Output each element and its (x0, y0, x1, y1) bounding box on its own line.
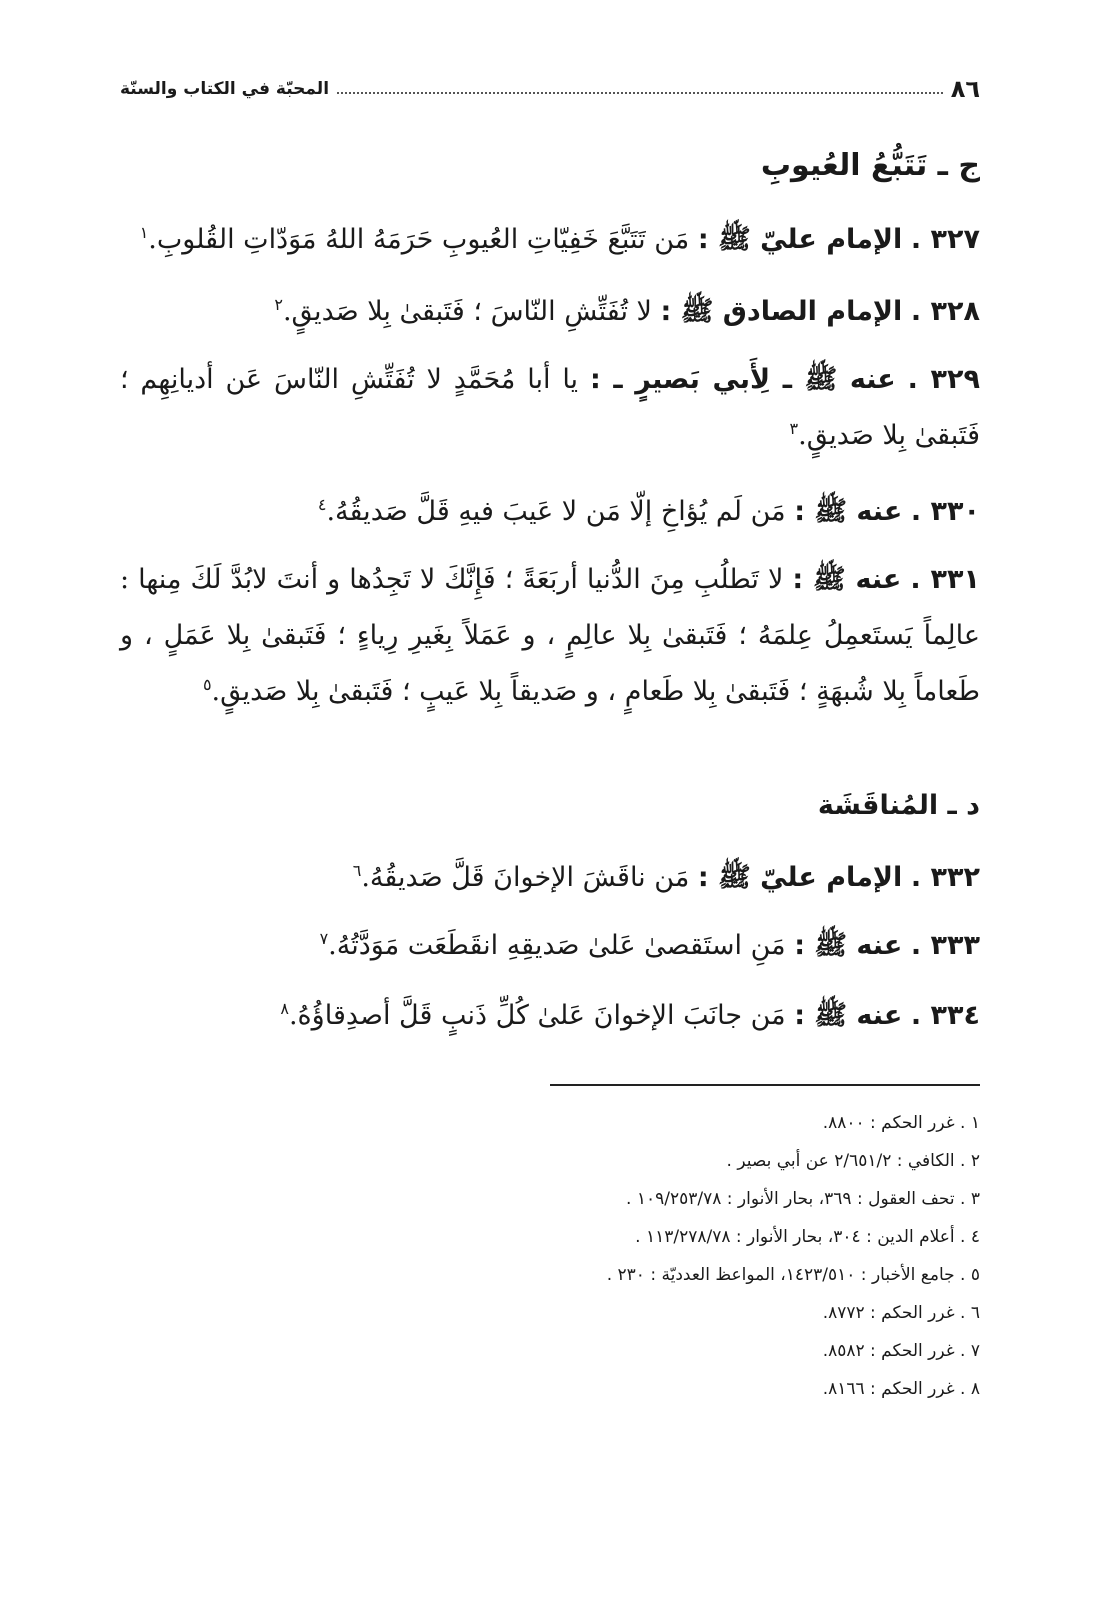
footnote-ref: ٤ (317, 495, 327, 514)
footnote: ٧ . غرر الحكم : ٨٥٨٢. (822, 1341, 980, 1361)
footnote-ref: ٢ (274, 295, 283, 314)
footnote: ١ . غرر الحكم : ٨٨٠٠. (822, 1113, 980, 1133)
page-number: ٨٦ (950, 75, 980, 103)
hadith-source: عنه ﷺ : (792, 564, 902, 595)
hadith-source: الإمام عليّ ﷺ : (697, 224, 903, 255)
hadith-text: لا تَطلُبِ مِنَ الدُّنيا أربَعَةً ؛ فَإِنَّكَ لا تَجِدُها و أنتَ لابُدَّ لَكَ مِنها : عالِماً يَستَعمِلُ عِلمَهُ ؛ فَتَبقىٰ بِلا عالِمٍ ، و عَمَلاً بِغَيرِ رِياءٍ ؛ فَتَبقىٰ بِلا عَمَلٍ ، و طَعاماً بِلا شُبهَةٍ ؛ فَتَبقىٰ بِلا طَعامٍ ، و صَديقاً بِلا عَيبٍ ؛ فَتَبقىٰ بِلا صَديقٍ. (120, 564, 980, 707)
book-title: المحبّة في الكتاب والسنّة (120, 79, 330, 99)
footnote-ref: ٣ (789, 419, 799, 438)
footnote-divider (550, 1084, 980, 1086)
hadith-entry (120, 988, 980, 1044)
hadith-entry (120, 484, 980, 540)
footnote: ٣ . تحف العقول : ٣٦٩، بحار الأنوار : ١٠٩/٢٥٣/٧٨ . (626, 1189, 980, 1209)
footnote-ref: ٨ (280, 999, 289, 1018)
hadith-source: عنه ﷺ ـ لِأَبي بَصيرٍ ـ : (589, 364, 896, 395)
hadith-source: الإمام عليّ ﷺ : (697, 862, 903, 893)
running-header (120, 72, 980, 106)
footnote: ٨ . غرر الحكم : ٨١٦٦. (822, 1379, 980, 1399)
footnote-ref: ٧ (319, 929, 329, 948)
footnote: ٦ . غرر الحكم : ٨٧٧٢. (822, 1303, 980, 1323)
hadith-text: مَن لَم يُؤاخِ إلّا مَن لا عَيبَ فيهِ قَلَّ صَديقُهُ. (326, 496, 786, 527)
footnotes-list (120, 1104, 980, 1408)
footnote: ٤ . أعلام الدين : ٣٠٤، بحار الأنوار : ١١٣/٢٧٨/٧٨ . (635, 1227, 980, 1247)
footnote: ٢ . الكافي : ٢/٦٥١/٢ عن أبي بصير . (726, 1151, 980, 1171)
hadith-number: ٣٣٠ . (910, 496, 980, 527)
hadith-text: لا تُفَتِّشِ النّاسَ ؛ فَتَبقىٰ بِلا صَديقٍ. (282, 296, 652, 327)
hadith-number: ٣٢٨ . (910, 296, 980, 327)
hadith-source: عنه ﷺ : (794, 1000, 903, 1031)
hadith-number: ٣٣١ . (910, 564, 980, 595)
hadith-entry (120, 552, 980, 720)
hadith-entry (120, 212, 980, 268)
hadith-source: عنه ﷺ : (794, 930, 903, 961)
hadith-number: ٣٣٤ . (910, 1000, 980, 1031)
hadith-entry (120, 284, 980, 340)
section-heading: د ـ المُناقَشَة (817, 790, 980, 821)
dotted-leader (337, 92, 943, 94)
hadith-text: يا أبا مُحَمَّدٍ لا تُفَتِّشِ النّاسَ عَن أديانِهِم ؛ فَتَبقىٰ بِلا صَديقٍ. (120, 364, 980, 451)
footnote-ref: ١ (139, 223, 149, 242)
hadith-number: ٣٣٣ . (910, 930, 980, 961)
hadith-entry (120, 850, 980, 906)
footnote-ref: ٦ (352, 861, 362, 880)
hadith-number: ٣٢٧ . (910, 224, 980, 255)
hadith-text: مَن تَتَبَّعَ خَفِيّاتِ العُيوبِ حَرَمَهُ اللهُ مَوَدّاتِ القُلوبِ. (148, 224, 690, 255)
footnote-ref: ٥ (202, 675, 212, 694)
hadith-text: مَنِ استَقصىٰ عَلىٰ صَديقِهِ انقَطَعَت مَوَدَّتُهُ. (328, 930, 786, 961)
hadith-number: ٣٣٢ . (910, 862, 980, 893)
hadith-text: مَن جانَبَ الإخوانَ عَلىٰ كُلِّ ذَنبٍ قَلَّ أصدِقاؤُهُ. (288, 1000, 786, 1031)
hadith-source: الإمام الصادق ﷺ : (660, 296, 903, 327)
hadith-entry (120, 352, 980, 464)
hadith-entry (120, 918, 980, 974)
hadith-text: مَن ناقَشَ الإخوانَ قَلَّ صَديقُهُ. (361, 862, 690, 893)
hadith-number: ٣٢٩ . (907, 364, 980, 395)
footnote: ٥ . جامع الأخبار : ١٤٢٣/٥١٠، المواعظ العدديّة : ٢٣٠ . (606, 1265, 980, 1285)
hadith-source: عنه ﷺ : (794, 496, 903, 527)
section-heading: ج ـ تَتَبُّعُ العُيوبِ (760, 148, 980, 183)
